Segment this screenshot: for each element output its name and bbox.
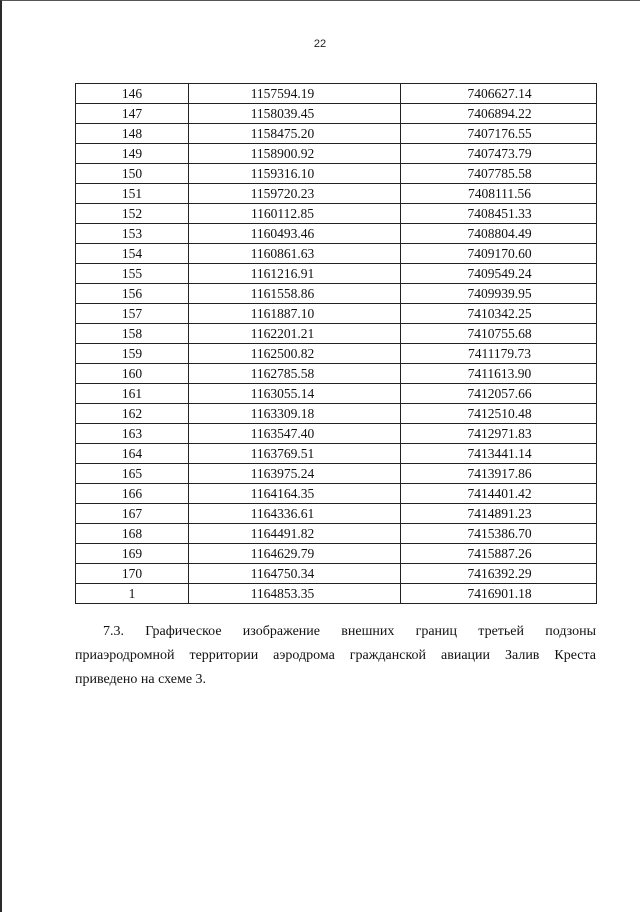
table-row: [76, 564, 597, 584]
point-number-cell: 161: [76, 384, 189, 404]
table-row: [76, 104, 597, 124]
point-number-cell: 159: [76, 344, 189, 364]
x-coordinate-cell: 1160493.46: [189, 224, 401, 244]
y-coordinate-cell: 7409939.95: [401, 284, 597, 304]
x-coordinate-cell: 1163309.18: [189, 404, 401, 424]
table-row: [76, 584, 597, 604]
paragraph-line: 7.3. Графическое изображение внешних границ третьей подзоны: [103, 624, 596, 639]
y-coordinate-cell: 7411613.90: [401, 364, 597, 384]
point-number-cell: 148: [76, 124, 189, 144]
y-coordinate-cell: 7411179.73: [401, 344, 597, 364]
page-number: 22: [313, 38, 327, 50]
table-row: [76, 184, 597, 204]
y-coordinate-cell: 7415386.70: [401, 524, 597, 544]
y-coordinate-cell: 7409170.60: [401, 244, 597, 264]
point-number-cell: 162: [76, 404, 189, 424]
point-number-cell: 151: [76, 184, 189, 204]
table-row: [76, 524, 597, 544]
point-number-cell: 163: [76, 424, 189, 444]
x-coordinate-cell: 1158039.45: [189, 104, 401, 124]
y-coordinate-cell: 7406894.22: [401, 104, 597, 124]
table-row: [76, 304, 597, 324]
point-number-cell: 156: [76, 284, 189, 304]
table-row: [76, 164, 597, 184]
point-number-cell: 155: [76, 264, 189, 284]
table-row: [76, 204, 597, 224]
x-coordinate-cell: 1160112.85: [189, 204, 401, 224]
point-number-cell: 168: [76, 524, 189, 544]
y-coordinate-cell: 7413917.86: [401, 464, 597, 484]
x-coordinate-cell: 1157594.19: [189, 84, 401, 104]
table-row: [76, 144, 597, 164]
y-coordinate-cell: 7414401.42: [401, 484, 597, 504]
x-coordinate-cell: 1163975.24: [189, 464, 401, 484]
table-row: [76, 224, 597, 244]
table-row: [76, 344, 597, 364]
y-coordinate-cell: 7415887.26: [401, 544, 597, 564]
table-row: [76, 504, 597, 524]
point-number-cell: 157: [76, 304, 189, 324]
paragraph-line: приведено на схеме 3.: [75, 672, 207, 687]
x-coordinate-cell: 1163055.14: [189, 384, 401, 404]
y-coordinate-cell: 7416392.29: [401, 564, 597, 584]
table-row: [76, 364, 597, 384]
x-coordinate-cell: 1161887.10: [189, 304, 401, 324]
x-coordinate-cell: 1164491.82: [189, 524, 401, 544]
point-number-cell: 164: [76, 444, 189, 464]
paragraph-line: приаэродромной территории аэродрома гражданской авиации Залив Креста: [75, 648, 596, 663]
y-coordinate-cell: 7412971.83: [401, 424, 597, 444]
table-row: [76, 424, 597, 444]
point-number-cell: 158: [76, 324, 189, 344]
y-coordinate-cell: 7408451.33: [401, 204, 597, 224]
table-row: [76, 484, 597, 504]
y-coordinate-cell: 7410755.68: [401, 324, 597, 344]
point-number-cell: 154: [76, 244, 189, 264]
point-number-cell: 1: [76, 584, 189, 604]
y-coordinate-cell: 7414891.23: [401, 504, 597, 524]
x-coordinate-cell: 1164336.61: [189, 504, 401, 524]
point-number-cell: 169: [76, 544, 189, 564]
x-coordinate-cell: 1162500.82: [189, 344, 401, 364]
point-number-cell: 152: [76, 204, 189, 224]
table-row: [76, 544, 597, 564]
x-coordinate-cell: 1164853.35: [189, 584, 401, 604]
x-coordinate-cell: 1163769.51: [189, 444, 401, 464]
point-number-cell: 146: [76, 84, 189, 104]
table-row: [76, 404, 597, 424]
coordinates-table-body: [76, 84, 597, 604]
x-coordinate-cell: 1158475.20: [189, 124, 401, 144]
x-coordinate-cell: 1161216.91: [189, 264, 401, 284]
x-coordinate-cell: 1161558.86: [189, 284, 401, 304]
section-paragraph: [75, 620, 596, 692]
point-number-cell: 165: [76, 464, 189, 484]
x-coordinate-cell: 1159720.23: [189, 184, 401, 204]
y-coordinate-cell: 7408804.49: [401, 224, 597, 244]
y-coordinate-cell: 7412057.66: [401, 384, 597, 404]
y-coordinate-cell: 7409549.24: [401, 264, 597, 284]
y-coordinate-cell: 7412510.48: [401, 404, 597, 424]
point-number-cell: 160: [76, 364, 189, 384]
x-coordinate-cell: 1163547.40: [189, 424, 401, 444]
y-coordinate-cell: 7407176.55: [401, 124, 597, 144]
y-coordinate-cell: 7406627.14: [401, 84, 597, 104]
y-coordinate-cell: 7408111.56: [401, 184, 597, 204]
table-row: [76, 284, 597, 304]
y-coordinate-cell: 7416901.18: [401, 584, 597, 604]
x-coordinate-cell: 1164629.79: [189, 544, 401, 564]
table-row: [76, 324, 597, 344]
table-row: [76, 84, 597, 104]
table-row: [76, 464, 597, 484]
table-row: [76, 444, 597, 464]
coordinates-table: [75, 83, 597, 604]
point-number-cell: 149: [76, 144, 189, 164]
table-row: [76, 244, 597, 264]
table-row: [76, 124, 597, 144]
x-coordinate-cell: 1160861.63: [189, 244, 401, 264]
x-coordinate-cell: 1164750.34: [189, 564, 401, 584]
x-coordinate-cell: 1164164.35: [189, 484, 401, 504]
y-coordinate-cell: 7407473.79: [401, 144, 597, 164]
y-coordinate-cell: 7407785.58: [401, 164, 597, 184]
y-coordinate-cell: 7410342.25: [401, 304, 597, 324]
y-coordinate-cell: 7413441.14: [401, 444, 597, 464]
point-number-cell: 166: [76, 484, 189, 504]
x-coordinate-cell: 1159316.10: [189, 164, 401, 184]
point-number-cell: 147: [76, 104, 189, 124]
point-number-cell: 153: [76, 224, 189, 244]
point-number-cell: 167: [76, 504, 189, 524]
point-number-cell: 150: [76, 164, 189, 184]
x-coordinate-cell: 1162785.58: [189, 364, 401, 384]
table-row: [76, 264, 597, 284]
point-number-cell: 170: [76, 564, 189, 584]
x-coordinate-cell: 1162201.21: [189, 324, 401, 344]
x-coordinate-cell: 1158900.92: [189, 144, 401, 164]
table-row: [76, 384, 597, 404]
